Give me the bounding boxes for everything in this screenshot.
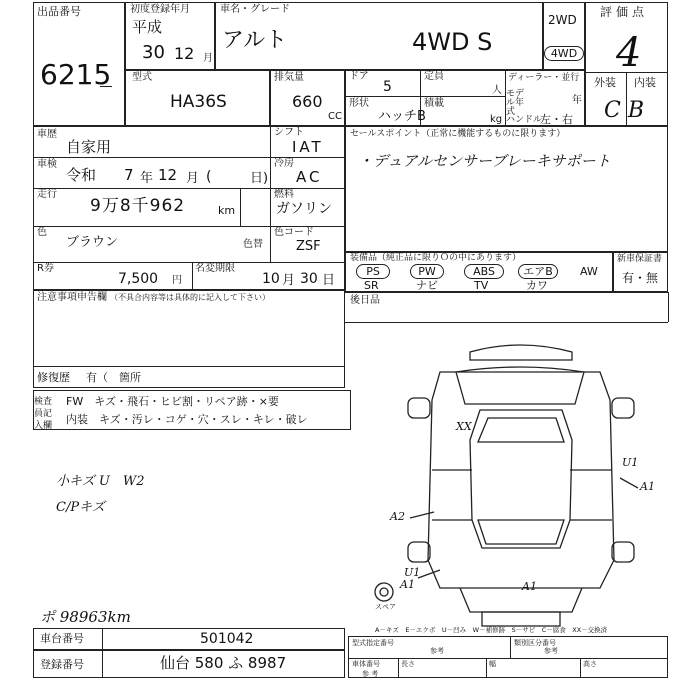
shift-label: シフト: [274, 127, 304, 138]
equip-airbag: エアB: [518, 264, 558, 279]
handwritten-note-1: 小キズ U W2: [56, 474, 145, 489]
mark-xx: XX: [456, 420, 472, 433]
displacement-label: 排気量: [274, 72, 304, 83]
plate-label: 登録番号: [40, 658, 84, 671]
doors-value: 5: [383, 79, 392, 95]
legend-row2: 内装 キズ・汚レ・コゲ・穴・スレ・キレ・破レ: [66, 413, 308, 426]
mark-a2-left: A2: [390, 510, 405, 523]
model-value: HA36S: [170, 92, 227, 112]
reg-year: 30: [142, 42, 165, 63]
after-market-label: 後日品: [350, 295, 380, 306]
equip-ps: PS: [356, 264, 390, 279]
model-year-label: モデル年式: [506, 89, 525, 117]
inspection-label: 車検: [37, 159, 57, 170]
inspection-year: 7: [124, 166, 134, 184]
repair-value: 有（ 箇所: [86, 371, 141, 384]
color-value: ブラウン: [66, 235, 119, 250]
mark-a1-rear-left: A1: [400, 578, 415, 591]
recycle-label: R券: [37, 263, 54, 274]
repair-label: 修復歴: [37, 371, 70, 384]
mileage-label: 走行: [37, 189, 57, 200]
mileage-value: 9万8千962: [90, 196, 186, 216]
color-code-value: ZSF: [296, 239, 321, 254]
eval-label: 評価点: [600, 5, 649, 19]
cc-unit: CC: [328, 111, 342, 122]
km-unit: km: [218, 204, 236, 217]
kg-unit: kg: [490, 114, 503, 125]
caution-sub: （不具合内容等は具体的に記入して下さい）: [110, 293, 270, 302]
plate-value: 仙台 580 ふ 8987: [160, 654, 287, 672]
color-label: 色: [37, 227, 47, 238]
reg-month: 12: [174, 44, 195, 63]
person-unit: 人: [492, 85, 502, 96]
damage-legend: A－キズ E－エクボ U－凹み W－補修跡 S－サビ C－腐食 XX－交換済: [375, 626, 608, 634]
inspection-month-unit: 月: [186, 171, 200, 186]
height-label: 高さ: [583, 660, 597, 668]
tax-month-unit: 月: [282, 273, 296, 288]
int-label: 内装: [634, 76, 656, 89]
equipment-label: 装備品（純正品に限りＯの中にあります）: [350, 253, 522, 263]
legend-row1: FW キズ・飛石・ヒビ割・リペア跡・×要: [66, 395, 279, 408]
mark-a1-rear: A1: [522, 580, 537, 593]
inspection-year-unit: 年: [140, 171, 154, 186]
mark-u1-right: U1: [622, 456, 639, 469]
drive-2wd: 2WD: [548, 13, 577, 27]
equip-leather: カワ: [526, 279, 548, 292]
inspection-paren: (: [206, 169, 212, 185]
month-unit: 月: [203, 53, 213, 64]
tax-day-unit: 日: [322, 273, 336, 288]
width-label: 幅: [489, 660, 496, 668]
sales-point-label: セールスポイント（正常に機能するものに限ります）: [350, 129, 566, 139]
door-label: ドア: [349, 71, 369, 82]
warranty-label: 新車保証書: [617, 254, 663, 264]
lab-label: 参 考: [362, 670, 379, 678]
category-label: 類別区分番号: [514, 639, 556, 647]
car-name: アルト: [222, 28, 288, 53]
mark-u1-rear-left: U1: [404, 566, 421, 579]
shape-label: 形状: [349, 98, 369, 109]
year-unit: 年: [572, 95, 582, 106]
usage-label: 車歴: [37, 129, 57, 140]
shape-value: ハッチB: [378, 109, 426, 124]
handwritten-note-2: C/Pキズ: [56, 500, 105, 515]
length-label: 長さ: [401, 660, 415, 668]
tax-month: 10: [262, 271, 280, 287]
equip-tv: TV: [474, 279, 489, 292]
capacity-label: 定員: [424, 71, 444, 82]
spare-label: スペア: [375, 603, 396, 611]
handwritten-odometer: ポ 98963km: [40, 608, 131, 626]
car-name-label: 車名・グレード: [220, 4, 290, 15]
ext-label: 外装: [594, 76, 616, 89]
handle-label: ハンドル: [506, 115, 543, 125]
color-change-label: 色替: [243, 239, 263, 250]
usage-value: 自家用: [66, 138, 112, 156]
eval-score: 4: [616, 30, 642, 76]
recycle-fee: 7,500: [118, 271, 159, 287]
shift-value: IAT: [292, 138, 324, 156]
model-spec-label: 型式指定番号: [352, 639, 394, 647]
tax-label: 名変期限: [195, 263, 235, 274]
ref-label-1: 参考: [430, 647, 444, 655]
model-label: 型式: [132, 72, 152, 83]
load-label: 積載: [424, 98, 444, 109]
vin-label: 車体番号: [352, 660, 380, 668]
ext-int-grade: C B: [604, 98, 644, 123]
inspection-era: 令和: [66, 166, 97, 184]
equip-pw: PW: [410, 264, 444, 279]
displacement-value: 660: [292, 92, 323, 111]
fuel-value: ガソリン: [276, 201, 332, 217]
chassis-number: 501042: [200, 631, 254, 647]
lot-number: 6215: [40, 58, 112, 91]
handle-value: 左・右: [540, 113, 573, 126]
ref-label-2: 参考: [544, 647, 558, 655]
equip-abs: ABS: [464, 264, 504, 279]
tax-day: 30: [300, 271, 318, 287]
first-reg-label: 初度登録年月: [130, 4, 190, 15]
fuel-label: 燃料: [274, 189, 294, 200]
lot-label: 出品番号: [37, 5, 81, 18]
inspection-month: 12: [158, 166, 178, 184]
ac-label: 冷房: [274, 158, 294, 169]
mark-a1-right: A1: [640, 480, 655, 493]
reg-era: 平成: [132, 18, 163, 36]
car-grade: 4WD S: [412, 28, 493, 56]
sales-point-text: ・デュアルセンサーブレーキサポート: [358, 152, 611, 170]
caution-label: 注意事項申告欄: [37, 292, 107, 303]
equip-aw: AW: [580, 265, 598, 278]
equip-sr: SR: [364, 279, 379, 292]
chassis-label: 車台番号: [40, 632, 84, 645]
color-code-label: 色コード: [274, 227, 314, 238]
equip-navi: ナビ: [416, 279, 438, 292]
day-unit: 日): [250, 171, 269, 186]
inspector-label: 検査員記入欄: [34, 397, 53, 431]
dealer-label: ディーラー・並行: [508, 73, 580, 83]
spec-footer-box: [348, 636, 668, 678]
yen-unit: 円: [172, 275, 182, 286]
ac-value: AC: [296, 168, 323, 186]
warranty-value: 有・無: [622, 271, 659, 285]
drive-4wd-circled: 4WD: [544, 46, 584, 61]
